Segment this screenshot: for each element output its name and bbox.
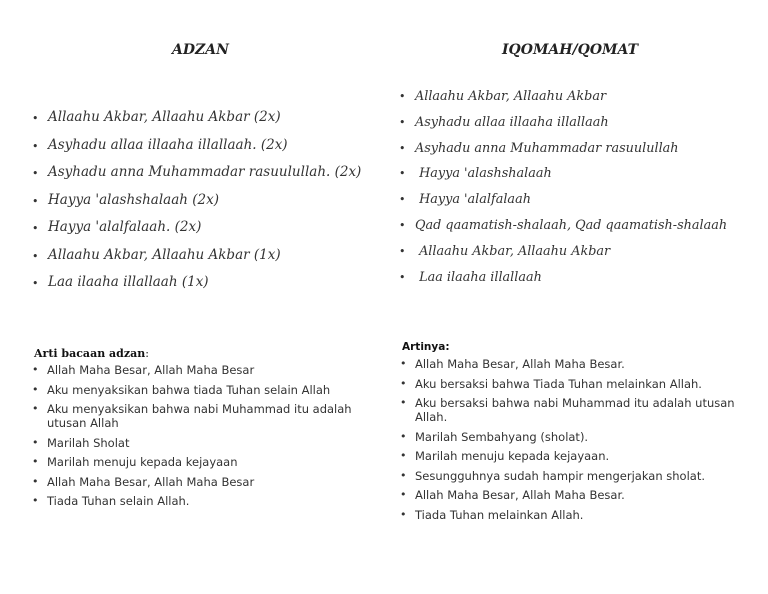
list-item: • Aku menyaksikan bahwa tiada Tuhan selain Allah	[32, 383, 362, 397]
iqomah-title: IQOMAH/QOMAT	[502, 42, 639, 58]
adzan-title: ADZAN	[172, 42, 229, 58]
list-item: • Marilah Sholat	[32, 436, 362, 450]
arti-iqomah-heading: Artinya:	[402, 341, 450, 353]
list-item: • Asyhadu anna Muhammadar rasuulullah	[399, 136, 727, 162]
list-item: • Hayya 'alashshalaah	[399, 161, 727, 187]
list-item: • Aku bersaksi bahwa Tiada Tuhan melainkan Allah.	[400, 377, 735, 391]
arti-adzan-heading	[34, 347, 149, 360]
list-item: • Allah Maha Besar, Allah Maha Besar	[32, 475, 362, 489]
list-item: • Marilah menuju kepada kejayaan	[32, 455, 362, 469]
list-item: • Hayya 'alalfalaah. (2x)	[32, 214, 361, 242]
list-item: • Allah Maha Besar, Allah Maha Besar	[32, 363, 362, 377]
arti-adzan-heading-colon: :	[145, 347, 149, 360]
list-item: • Aku bersaksi bahwa nabi Muhammad itu adalah utusan Allah.	[400, 396, 735, 424]
list-item: • Marilah Sembahyang (sholat).	[400, 430, 735, 444]
iqomah-list	[399, 84, 727, 290]
list-item: • Marilah menuju kepada kejayaan.	[400, 449, 735, 463]
list-item: • Allaahu Akbar, Allaahu Akbar	[399, 239, 727, 265]
arti-iqomah-list	[400, 357, 735, 527]
list-item: • Allah Maha Besar, Allah Maha Besar.	[400, 488, 735, 502]
list-item: • Asyhadu anna Muhammadar rasuulullah. (2x)	[32, 159, 361, 187]
arti-adzan-list	[32, 363, 362, 514]
list-item: • Asyhadu allaa illaaha illallaah	[399, 110, 727, 136]
arti-adzan-heading-text: Arti bacaan adzan	[34, 347, 146, 360]
list-item: • Tiada Tuhan melainkan Allah.	[400, 508, 735, 522]
list-item: • Allaahu Akbar, Allaahu Akbar (2x)	[32, 104, 361, 132]
list-item: • Hayya 'alalfalaah	[399, 187, 727, 213]
list-item: • Allaahu Akbar, Allaahu Akbar	[399, 84, 727, 110]
list-item: • Tiada Tuhan selain Allah.	[32, 494, 362, 508]
list-item: • Asyhadu allaa illaaha illallaah. (2x)	[32, 132, 361, 160]
list-item: • Allaahu Akbar, Allaahu Akbar (1x)	[32, 242, 361, 270]
list-item: • Laa ilaaha illallaah (1x)	[32, 269, 361, 297]
list-item: • Sesungguhnya sudah hampir mengerjakan sholat.	[400, 469, 735, 483]
list-item: • Allah Maha Besar, Allah Maha Besar.	[400, 357, 735, 371]
adzan-list	[32, 104, 361, 297]
list-item: • Hayya 'alashshalaah (2x)	[32, 187, 361, 215]
list-item: • Qad qaamatish-shalaah, Qad qaamatish-shalaah	[399, 213, 727, 239]
list-item: • Laa ilaaha illallaah	[399, 265, 727, 291]
list-item: • Aku menyaksikan bahwa nabi Muhammad itu adalah utusan Allah	[32, 402, 362, 430]
